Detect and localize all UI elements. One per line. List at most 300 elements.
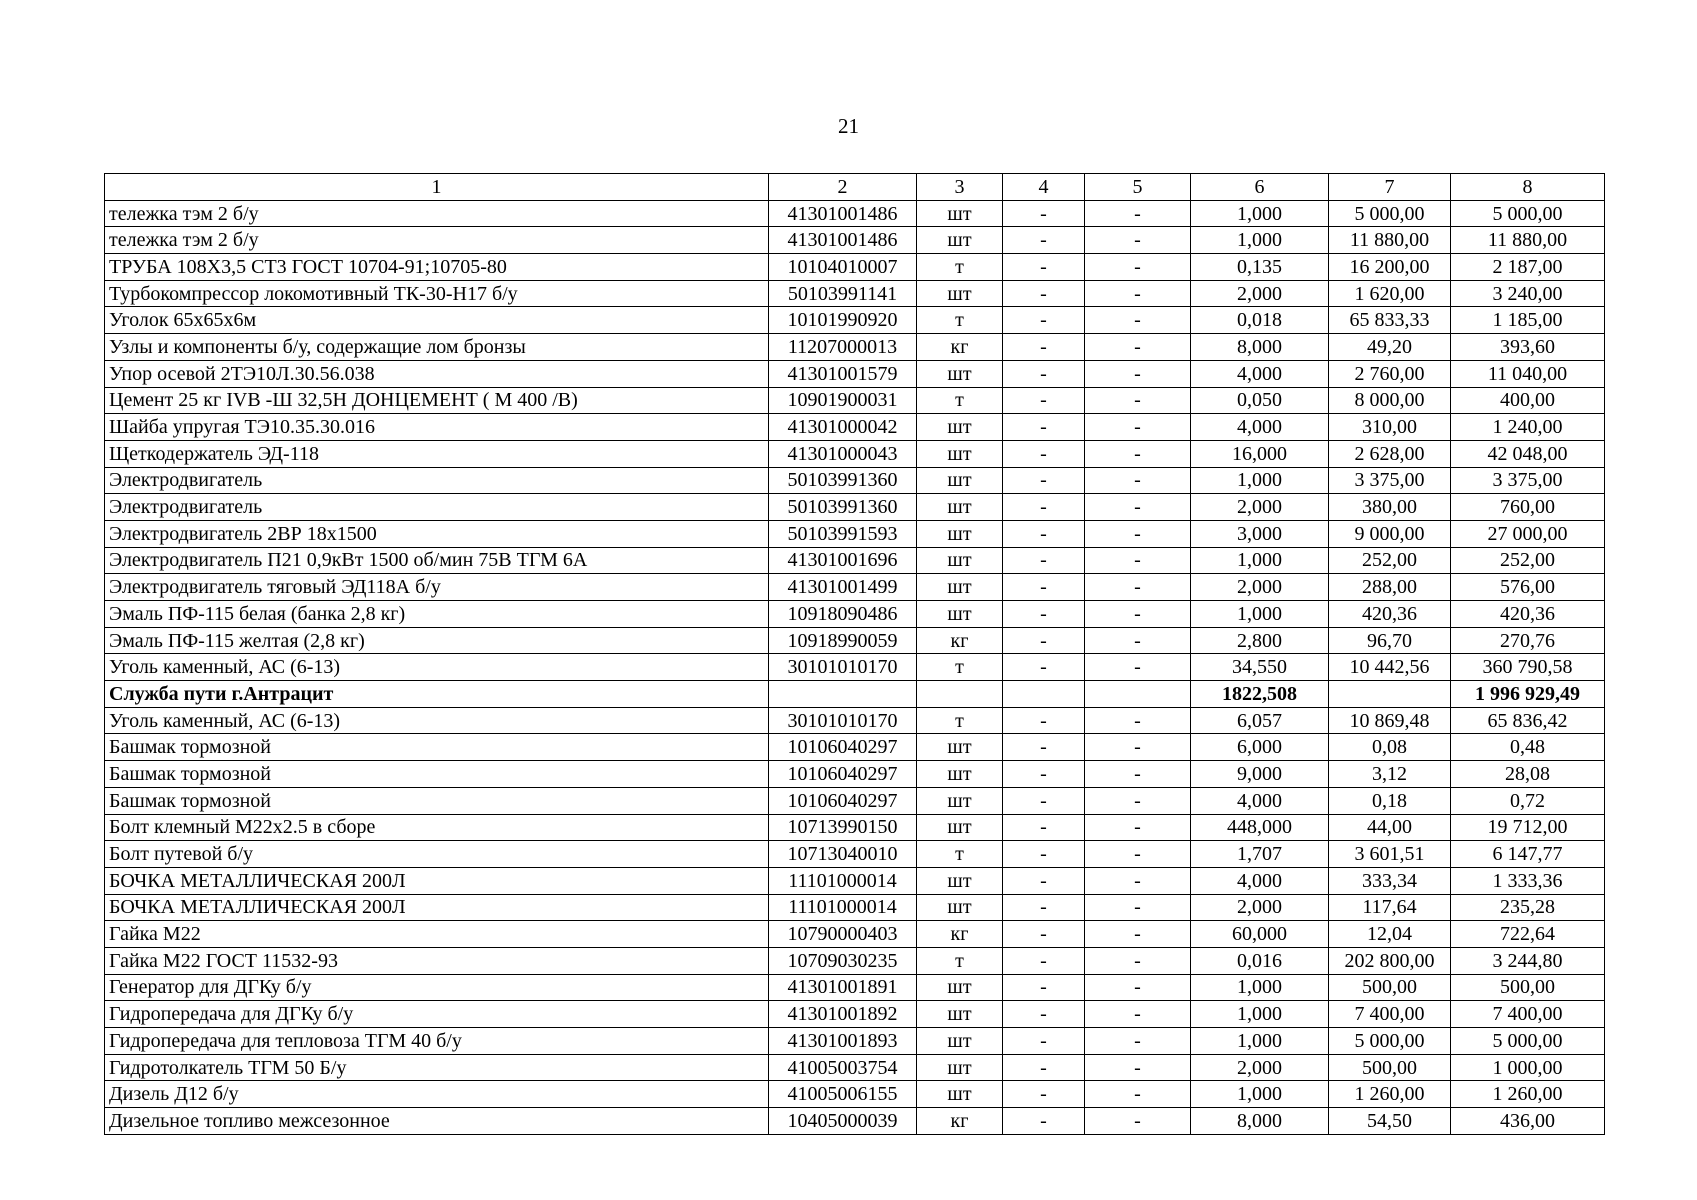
item-code-cell: 41301000042: [769, 414, 917, 441]
item-code-cell: 50103991360: [769, 467, 917, 494]
column-4-cell: -: [1003, 574, 1085, 601]
sum-cell: 0,48: [1451, 734, 1605, 761]
item-name-cell: Электродвигатель: [105, 467, 769, 494]
quantity-cell: 4,000: [1191, 414, 1329, 441]
column-5-cell: -: [1085, 520, 1191, 547]
item-code-cell: 10918090486: [769, 601, 917, 628]
table-row: [105, 814, 1605, 841]
quantity-cell: 60,000: [1191, 921, 1329, 948]
column-4-cell: -: [1003, 414, 1085, 441]
column-4-cell: -: [1003, 1028, 1085, 1055]
item-name-cell: Электродвигатель П21 0,9кВт 1500 об/мин 75В ТГМ 6А: [105, 547, 769, 574]
unit-cell: шт: [917, 1081, 1003, 1108]
column-4-cell: -: [1003, 334, 1085, 361]
sum-cell: 3 375,00: [1451, 467, 1605, 494]
item-code-cell: 30101010170: [769, 707, 917, 734]
item-name-cell: Служба пути г.Антрацит: [105, 681, 769, 708]
unit-cell: т: [917, 841, 1003, 868]
sum-cell: 65 836,42: [1451, 707, 1605, 734]
sum-cell: 1 240,00: [1451, 414, 1605, 441]
unit-cell: шт: [917, 1028, 1003, 1055]
price-cell: 1 620,00: [1329, 280, 1451, 307]
table-row: [105, 867, 1605, 894]
unit-cell: т: [917, 307, 1003, 334]
column-header: 3: [917, 174, 1003, 201]
column-4-cell: -: [1003, 1001, 1085, 1028]
price-cell: 10 442,56: [1329, 654, 1451, 681]
sum-cell: 760,00: [1451, 494, 1605, 521]
item-name-cell: Генератор для ДГКу б/у: [105, 974, 769, 1001]
table-row: [105, 974, 1605, 1001]
price-cell: 16 200,00: [1329, 254, 1451, 281]
table-row: [105, 440, 1605, 467]
item-name-cell: Гайка М22: [105, 921, 769, 948]
quantity-cell: 0,018: [1191, 307, 1329, 334]
quantity-cell: 6,000: [1191, 734, 1329, 761]
sum-cell: 420,36: [1451, 601, 1605, 628]
price-cell: [1329, 681, 1451, 708]
sum-cell: 436,00: [1451, 1108, 1605, 1135]
column-5-cell: -: [1085, 867, 1191, 894]
item-code-cell: 10713040010: [769, 841, 917, 868]
unit-cell: кг: [917, 627, 1003, 654]
quantity-cell: 4,000: [1191, 787, 1329, 814]
column-5-cell: -: [1085, 627, 1191, 654]
table-row: [105, 947, 1605, 974]
column-4-cell: -: [1003, 787, 1085, 814]
column-4-cell: -: [1003, 467, 1085, 494]
column-4-cell: -: [1003, 227, 1085, 254]
sum-cell: 1 333,36: [1451, 867, 1605, 894]
price-cell: 500,00: [1329, 974, 1451, 1001]
item-name-cell: Эмаль ПФ-115 желтая (2,8 кг): [105, 627, 769, 654]
sum-cell: 1 996 929,49: [1451, 681, 1605, 708]
sum-cell: 1 000,00: [1451, 1054, 1605, 1081]
item-name-cell: Цемент 25 кг IVB -Ш 32,5Н ДОНЦЕМЕНТ ( М 400 /В): [105, 387, 769, 414]
item-code-cell: 41301001893: [769, 1028, 917, 1055]
item-code-cell: 10901900031: [769, 387, 917, 414]
item-code-cell: 10405000039: [769, 1108, 917, 1135]
item-code-cell: 41301001486: [769, 227, 917, 254]
sum-cell: 6 147,77: [1451, 841, 1605, 868]
column-5-cell: -: [1085, 734, 1191, 761]
column-5-cell: -: [1085, 894, 1191, 921]
item-code-cell: 10106040297: [769, 761, 917, 788]
price-cell: 54,50: [1329, 1108, 1451, 1135]
unit-cell: шт: [917, 1054, 1003, 1081]
item-name-cell: тележка тэм 2 б/у: [105, 227, 769, 254]
price-cell: 49,20: [1329, 334, 1451, 361]
table-row: [105, 574, 1605, 601]
unit-cell: т: [917, 387, 1003, 414]
unit-cell: шт: [917, 867, 1003, 894]
price-cell: 11 880,00: [1329, 227, 1451, 254]
sum-cell: 252,00: [1451, 547, 1605, 574]
item-name-cell: БОЧКА МЕТАЛЛИЧЕСКАЯ 200Л: [105, 867, 769, 894]
quantity-cell: 0,135: [1191, 254, 1329, 281]
sum-cell: 42 048,00: [1451, 440, 1605, 467]
column-5-cell: -: [1085, 280, 1191, 307]
column-header: 7: [1329, 174, 1451, 201]
item-name-cell: Башмак тормозной: [105, 787, 769, 814]
price-cell: 3 601,51: [1329, 841, 1451, 868]
item-code-cell: 41005006155: [769, 1081, 917, 1108]
unit-cell: кг: [917, 334, 1003, 361]
unit-cell: шт: [917, 414, 1003, 441]
table-header-row: [105, 174, 1605, 201]
column-5-cell: -: [1085, 387, 1191, 414]
price-cell: 117,64: [1329, 894, 1451, 921]
table-row: [105, 734, 1605, 761]
column-5-cell: -: [1085, 360, 1191, 387]
column-4-cell: -: [1003, 654, 1085, 681]
unit-cell: шт: [917, 814, 1003, 841]
price-cell: 10 869,48: [1329, 707, 1451, 734]
price-cell: 202 800,00: [1329, 947, 1451, 974]
table-row: [105, 1108, 1605, 1135]
unit-cell: шт: [917, 360, 1003, 387]
price-cell: 8 000,00: [1329, 387, 1451, 414]
quantity-cell: 2,000: [1191, 894, 1329, 921]
price-cell: 65 833,33: [1329, 307, 1451, 334]
column-5-cell: -: [1085, 254, 1191, 281]
column-4-cell: -: [1003, 867, 1085, 894]
quantity-cell: 16,000: [1191, 440, 1329, 467]
column-4-cell: -: [1003, 734, 1085, 761]
column-5-cell: -: [1085, 200, 1191, 227]
column-5-cell: -: [1085, 414, 1191, 441]
column-5-cell: -: [1085, 1028, 1191, 1055]
column-5-cell: -: [1085, 494, 1191, 521]
column-4-cell: -: [1003, 601, 1085, 628]
quantity-cell: 4,000: [1191, 360, 1329, 387]
item-code-cell: 41301001499: [769, 574, 917, 601]
unit-cell: шт: [917, 734, 1003, 761]
column-4-cell: -: [1003, 894, 1085, 921]
item-name-cell: Узлы и компоненты б/у, содержащие лом бронзы: [105, 334, 769, 361]
column-4-cell: -: [1003, 520, 1085, 547]
price-cell: 333,34: [1329, 867, 1451, 894]
sum-cell: 2 187,00: [1451, 254, 1605, 281]
quantity-cell: 1,000: [1191, 1001, 1329, 1028]
sum-cell: 576,00: [1451, 574, 1605, 601]
column-5-cell: -: [1085, 921, 1191, 948]
quantity-cell: 8,000: [1191, 1108, 1329, 1135]
unit-cell: шт: [917, 601, 1003, 628]
price-cell: 9 000,00: [1329, 520, 1451, 547]
column-4-cell: -: [1003, 1081, 1085, 1108]
price-cell: 3,12: [1329, 761, 1451, 788]
column-4-cell: [1003, 681, 1085, 708]
sum-cell: 5 000,00: [1451, 1028, 1605, 1055]
column-4-cell: -: [1003, 307, 1085, 334]
column-5-cell: -: [1085, 574, 1191, 601]
sum-cell: 11 040,00: [1451, 360, 1605, 387]
item-code-cell: 30101010170: [769, 654, 917, 681]
column-5-cell: -: [1085, 307, 1191, 334]
price-cell: 252,00: [1329, 547, 1451, 574]
sum-cell: 500,00: [1451, 974, 1605, 1001]
table-row: [105, 841, 1605, 868]
item-name-cell: Дизель Д12 б/у: [105, 1081, 769, 1108]
table-row: [105, 894, 1605, 921]
unit-cell: т: [917, 707, 1003, 734]
column-4-cell: -: [1003, 947, 1085, 974]
item-name-cell: Болт клемный М22х2.5 в сборе: [105, 814, 769, 841]
item-code-cell: [769, 681, 917, 708]
price-cell: 420,36: [1329, 601, 1451, 628]
column-4-cell: -: [1003, 547, 1085, 574]
column-5-cell: -: [1085, 707, 1191, 734]
quantity-cell: 1,000: [1191, 601, 1329, 628]
unit-cell: шт: [917, 1001, 1003, 1028]
quantity-cell: 2,000: [1191, 280, 1329, 307]
item-name-cell: Уголь каменный, АС (6-13): [105, 654, 769, 681]
item-name-cell: Уголок 65х65х6м: [105, 307, 769, 334]
sum-cell: 235,28: [1451, 894, 1605, 921]
table-row: [105, 707, 1605, 734]
quantity-cell: 1,000: [1191, 200, 1329, 227]
table-body: [105, 200, 1605, 1134]
sum-cell: 5 000,00: [1451, 200, 1605, 227]
sum-cell: 1 260,00: [1451, 1081, 1605, 1108]
quantity-cell: 2,000: [1191, 574, 1329, 601]
table-row: [105, 494, 1605, 521]
item-code-cell: 10106040297: [769, 787, 917, 814]
sum-cell: 3 240,00: [1451, 280, 1605, 307]
unit-cell: шт: [917, 520, 1003, 547]
item-name-cell: Башмак тормозной: [105, 734, 769, 761]
quantity-cell: 8,000: [1191, 334, 1329, 361]
price-cell: 44,00: [1329, 814, 1451, 841]
quantity-cell: 2,000: [1191, 494, 1329, 521]
sum-cell: 0,72: [1451, 787, 1605, 814]
unit-cell: шт: [917, 440, 1003, 467]
price-cell: 2 628,00: [1329, 440, 1451, 467]
table-row: [105, 601, 1605, 628]
price-cell: 12,04: [1329, 921, 1451, 948]
unit-cell: т: [917, 654, 1003, 681]
column-5-cell: -: [1085, 547, 1191, 574]
item-name-cell: тележка тэм 2 б/у: [105, 200, 769, 227]
unit-cell: шт: [917, 467, 1003, 494]
price-cell: 0,18: [1329, 787, 1451, 814]
table-row: [105, 654, 1605, 681]
column-5-cell: -: [1085, 761, 1191, 788]
item-name-cell: Гайка М22 ГОСТ 11532-93: [105, 947, 769, 974]
column-4-cell: -: [1003, 974, 1085, 1001]
quantity-cell: 6,057: [1191, 707, 1329, 734]
item-name-cell: Болт путевой б/у: [105, 841, 769, 868]
item-code-cell: 41301001892: [769, 1001, 917, 1028]
column-4-cell: -: [1003, 761, 1085, 788]
table-row: [105, 227, 1605, 254]
column-header: 1: [105, 174, 769, 201]
table-row: [105, 414, 1605, 441]
item-code-cell: 10106040297: [769, 734, 917, 761]
column-4-cell: -: [1003, 627, 1085, 654]
price-cell: 288,00: [1329, 574, 1451, 601]
unit-cell: шт: [917, 227, 1003, 254]
item-name-cell: Электродвигатель: [105, 494, 769, 521]
unit-cell: шт: [917, 974, 1003, 1001]
table-row: [105, 627, 1605, 654]
sum-cell: 11 880,00: [1451, 227, 1605, 254]
column-4-cell: -: [1003, 440, 1085, 467]
item-code-cell: 41301001486: [769, 200, 917, 227]
item-code-cell: 41301001891: [769, 974, 917, 1001]
sum-cell: 393,60: [1451, 334, 1605, 361]
price-cell: 96,70: [1329, 627, 1451, 654]
item-name-cell: Гидротолкатель ТГМ 50 Б/у: [105, 1054, 769, 1081]
column-4-cell: -: [1003, 494, 1085, 521]
sum-cell: 722,64: [1451, 921, 1605, 948]
table-row: [105, 280, 1605, 307]
price-cell: 5 000,00: [1329, 200, 1451, 227]
column-4-cell: -: [1003, 841, 1085, 868]
column-4-cell: -: [1003, 921, 1085, 948]
table-row: [105, 254, 1605, 281]
item-name-cell: Электродвигатель 2ВР 18х1500: [105, 520, 769, 547]
column-header: 8: [1451, 174, 1605, 201]
column-header: 2: [769, 174, 917, 201]
quantity-cell: 4,000: [1191, 867, 1329, 894]
inventory-table: [104, 173, 1605, 1135]
quantity-cell: 1,000: [1191, 1028, 1329, 1055]
column-4-cell: -: [1003, 814, 1085, 841]
sum-cell: 270,76: [1451, 627, 1605, 654]
quantity-cell: 1,707: [1191, 841, 1329, 868]
table-row: [105, 360, 1605, 387]
unit-cell: шт: [917, 494, 1003, 521]
price-cell: 3 375,00: [1329, 467, 1451, 494]
column-4-cell: -: [1003, 360, 1085, 387]
column-header: 6: [1191, 174, 1329, 201]
quantity-cell: 448,000: [1191, 814, 1329, 841]
quantity-cell: 1,000: [1191, 227, 1329, 254]
quantity-cell: 34,550: [1191, 654, 1329, 681]
table-row: [105, 761, 1605, 788]
item-code-cell: 11101000014: [769, 867, 917, 894]
item-name-cell: Уголь каменный, АС (6-13): [105, 707, 769, 734]
item-name-cell: Электродвигатель тяговый ЭД118А б/у: [105, 574, 769, 601]
sum-cell: 360 790,58: [1451, 654, 1605, 681]
item-name-cell: Шайба упругая ТЭ10.35.30.016: [105, 414, 769, 441]
unit-cell: шт: [917, 574, 1003, 601]
column-5-cell: -: [1085, 1081, 1191, 1108]
item-name-cell: Гидропередача для тепловоза ТГМ 40 б/у: [105, 1028, 769, 1055]
item-name-cell: Гидропередача для ДГКу б/у: [105, 1001, 769, 1028]
column-5-cell: -: [1085, 1054, 1191, 1081]
quantity-cell: 1,000: [1191, 547, 1329, 574]
column-5-cell: -: [1085, 601, 1191, 628]
unit-cell: кг: [917, 921, 1003, 948]
table-row: [105, 1081, 1605, 1108]
unit-cell: [917, 681, 1003, 708]
column-4-cell: -: [1003, 280, 1085, 307]
unit-cell: шт: [917, 894, 1003, 921]
column-5-cell: -: [1085, 334, 1191, 361]
price-cell: 310,00: [1329, 414, 1451, 441]
item-code-cell: 41005003754: [769, 1054, 917, 1081]
quantity-cell: 1,000: [1191, 467, 1329, 494]
price-cell: 380,00: [1329, 494, 1451, 521]
item-name-cell: Дизельное топливо межсезонное: [105, 1108, 769, 1135]
column-5-cell: -: [1085, 654, 1191, 681]
column-5-cell: -: [1085, 1001, 1191, 1028]
unit-cell: т: [917, 254, 1003, 281]
unit-cell: шт: [917, 547, 1003, 574]
quantity-cell: 2,800: [1191, 627, 1329, 654]
item-code-cell: 10790000403: [769, 921, 917, 948]
item-code-cell: 50103991360: [769, 494, 917, 521]
price-cell: 500,00: [1329, 1054, 1451, 1081]
column-5-cell: -: [1085, 947, 1191, 974]
item-name-cell: ТРУБА 108Х3,5 СТ3 ГОСТ 10704-91;10705-80: [105, 254, 769, 281]
column-4-cell: -: [1003, 200, 1085, 227]
item-code-cell: 41301001579: [769, 360, 917, 387]
column-5-cell: -: [1085, 841, 1191, 868]
item-name-cell: Упор осевой 2ТЭ10Л.30.56.038: [105, 360, 769, 387]
column-5-cell: -: [1085, 440, 1191, 467]
column-5-cell: -: [1085, 787, 1191, 814]
table-row: [105, 307, 1605, 334]
unit-cell: шт: [917, 200, 1003, 227]
section-row: [105, 681, 1605, 708]
column-5-cell: -: [1085, 227, 1191, 254]
price-cell: 7 400,00: [1329, 1001, 1451, 1028]
item-code-cell: 41301001696: [769, 547, 917, 574]
table-row: [105, 547, 1605, 574]
unit-cell: т: [917, 947, 1003, 974]
sum-cell: 1 185,00: [1451, 307, 1605, 334]
item-code-cell: 10104010007: [769, 254, 917, 281]
quantity-cell: 0,050: [1191, 387, 1329, 414]
item-name-cell: БОЧКА МЕТАЛЛИЧЕСКАЯ 200Л: [105, 894, 769, 921]
quantity-cell: 9,000: [1191, 761, 1329, 788]
quantity-cell: 1,000: [1191, 1081, 1329, 1108]
column-5-cell: -: [1085, 1108, 1191, 1135]
table-row: [105, 200, 1605, 227]
item-code-cell: 50103991141: [769, 280, 917, 307]
price-cell: 5 000,00: [1329, 1028, 1451, 1055]
table-row: [105, 1054, 1605, 1081]
column-4-cell: -: [1003, 387, 1085, 414]
item-name-cell: Турбокомпрессор локомотивный ТК-30-Н17 б/у: [105, 280, 769, 307]
table-row: [105, 1028, 1605, 1055]
table-row: [105, 387, 1605, 414]
column-4-cell: -: [1003, 254, 1085, 281]
item-code-cell: 11207000013: [769, 334, 917, 361]
sum-cell: 19 712,00: [1451, 814, 1605, 841]
table-row: [105, 1001, 1605, 1028]
item-name-cell: Башмак тормозной: [105, 761, 769, 788]
column-header: 5: [1085, 174, 1191, 201]
table-row: [105, 787, 1605, 814]
quantity-cell: 3,000: [1191, 520, 1329, 547]
page-number: 21: [838, 114, 859, 138]
unit-cell: шт: [917, 787, 1003, 814]
column-header: 4: [1003, 174, 1085, 201]
quantity-cell: 0,016: [1191, 947, 1329, 974]
unit-cell: шт: [917, 761, 1003, 788]
sum-cell: 400,00: [1451, 387, 1605, 414]
item-code-cell: 11101000014: [769, 894, 917, 921]
column-5-cell: -: [1085, 814, 1191, 841]
item-code-cell: 10918990059: [769, 627, 917, 654]
quantity-cell: 1822,508: [1191, 681, 1329, 708]
sum-cell: 7 400,00: [1451, 1001, 1605, 1028]
